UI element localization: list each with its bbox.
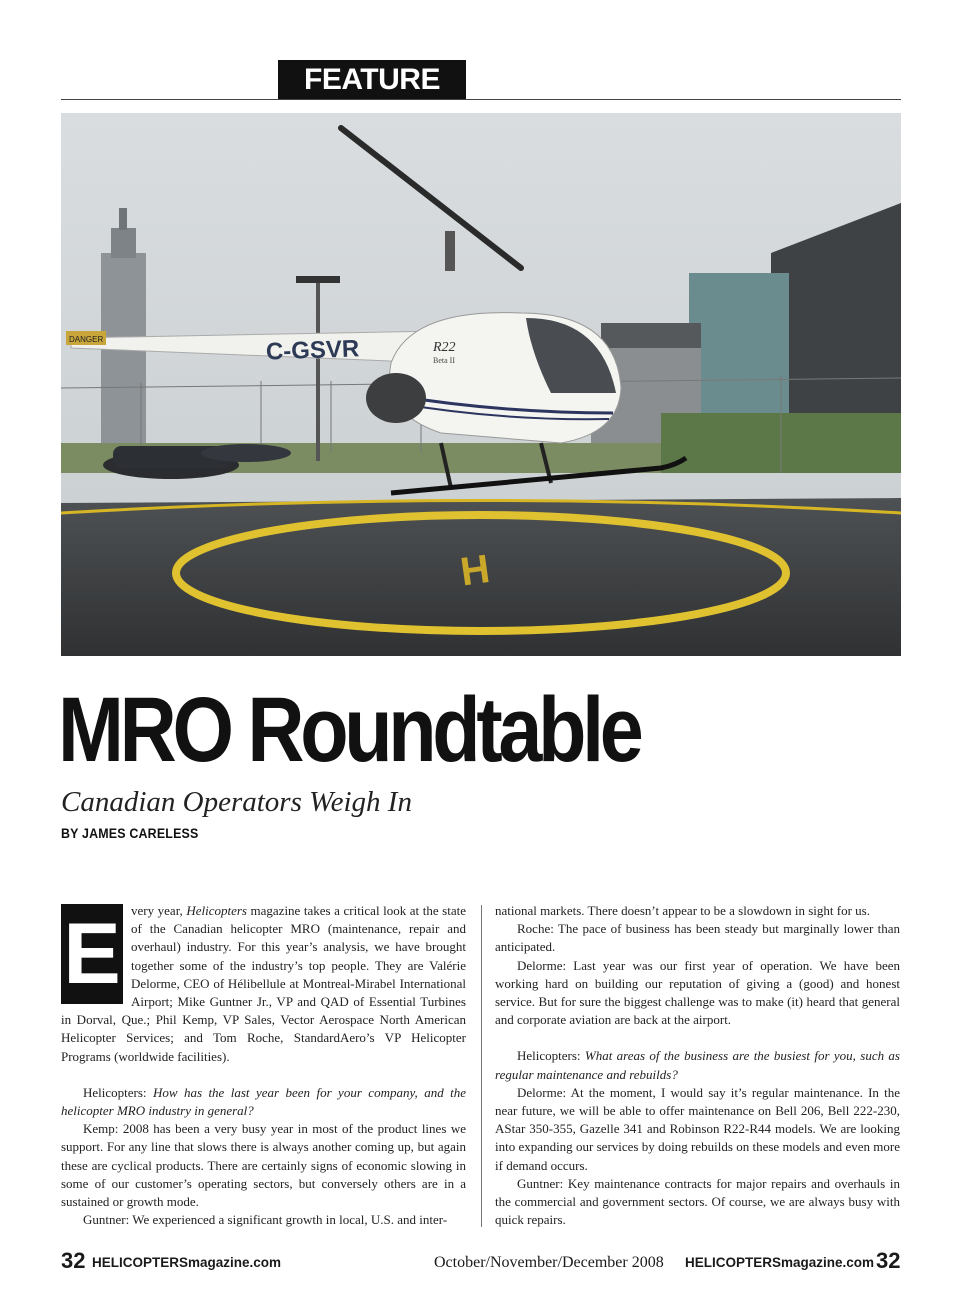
article-column-right [495, 902, 900, 1229]
headline: MRO Roundtable [58, 679, 640, 781]
site-url-left: HELICOPTERSmagazine.com [92, 1255, 282, 1270]
model-badge: R22 [433, 340, 456, 355]
byline: BY JAMES CARELESS [61, 826, 199, 841]
registration-marking: C-GSVR [265, 335, 360, 366]
top-rule [61, 99, 901, 100]
dropcap: E [61, 904, 123, 1004]
question-2: Helicopters: What areas of the business are the busiest for you, such as regular maintenance and rebuilds? [495, 1048, 900, 1082]
helipad-letter: H [457, 547, 493, 595]
answer-guntner-2: Guntner: Key maintenance contracts for major repairs and overhauls in the commercial and government sectors. Of course, we are always busy with quick repairs. [495, 1175, 900, 1228]
page-number-right: 32 [876, 1248, 901, 1273]
site-url-right: HELICOPTERSmagazine.com [685, 1255, 875, 1270]
model-sub: Beta II [433, 356, 455, 365]
answer-roche: Roche: The pace of business has been steady but marginally lower than anticipated. [495, 921, 900, 955]
continued-paragraph: national markets. There doesn’t appear to be a slowdown in sight for us. [495, 903, 870, 918]
issue-date: October/November/December 2008 [434, 1254, 664, 1271]
article-column-left [61, 902, 466, 1229]
helicopter-illustration [61, 113, 901, 656]
answer-guntner: Guntner: We experienced a significant growth in local, U.S. and inter- [83, 1212, 448, 1228]
column-divider [481, 905, 482, 1227]
answer-delorme: Delorme: Last year was our first year of operation. We have been working hard on building our reputation of giving a (good) and honest service. But for sure the biggest challenge was to make (it) heard that general and corporate aviation are back at the airport. [495, 957, 900, 1028]
feature-photo [61, 113, 901, 656]
section-label: FEATURE [278, 60, 466, 99]
answer-delorme-2: Delorme: At the moment, I would say it’s regular maintenance. In the near future, we will be able to offer maintenance on Bell 206, Bell 222-230, AStar 350-355, Gazelle 341 and Robinson R22-R44 models. We are looking into expanding our services by doing rebuilds on these models and even more if demand occurs. [495, 1084, 900, 1173]
question-1: Helicopters: How has the last year been for your company, and the helicopter MRO industry in general? [61, 1084, 466, 1119]
subhead: Canadian Operators Weigh In [61, 786, 412, 818]
tail-marking: DANGER [69, 335, 104, 344]
intro-paragraph: E very year, Helicopters magazine takes a critical look at the state of the Canadian helicopter MRO (maintenance, repair and overhaul) industry. For this year’s analysis, we have brought together some of the industry’s top people. They are Valérie Delorme, CEO of Hélibellule at Montreal-Mirabel International Airport; Mike Guntner Jr., VP and QAD of Essential Turbines in Dorval, Que.; Phil Kemp, VP Sales, Vector Aerospace North American Helicopter Services; and Tom Roche, StandardAero’s VP Helicopter Programs (worldwide facilities). [61, 903, 466, 1064]
page-footer [61, 1248, 901, 1276]
page-number-left: 32 [61, 1248, 86, 1273]
answer-kemp: Kemp: 2008 has been a very busy year in most of the product lines we support. For any line that slows there is always another coming up, but again these are cyclical products. There are certainly signs of economic slowing in some of our customer’s operating sectors, but conversely others are in a sustained or growth mode. [61, 1121, 466, 1210]
